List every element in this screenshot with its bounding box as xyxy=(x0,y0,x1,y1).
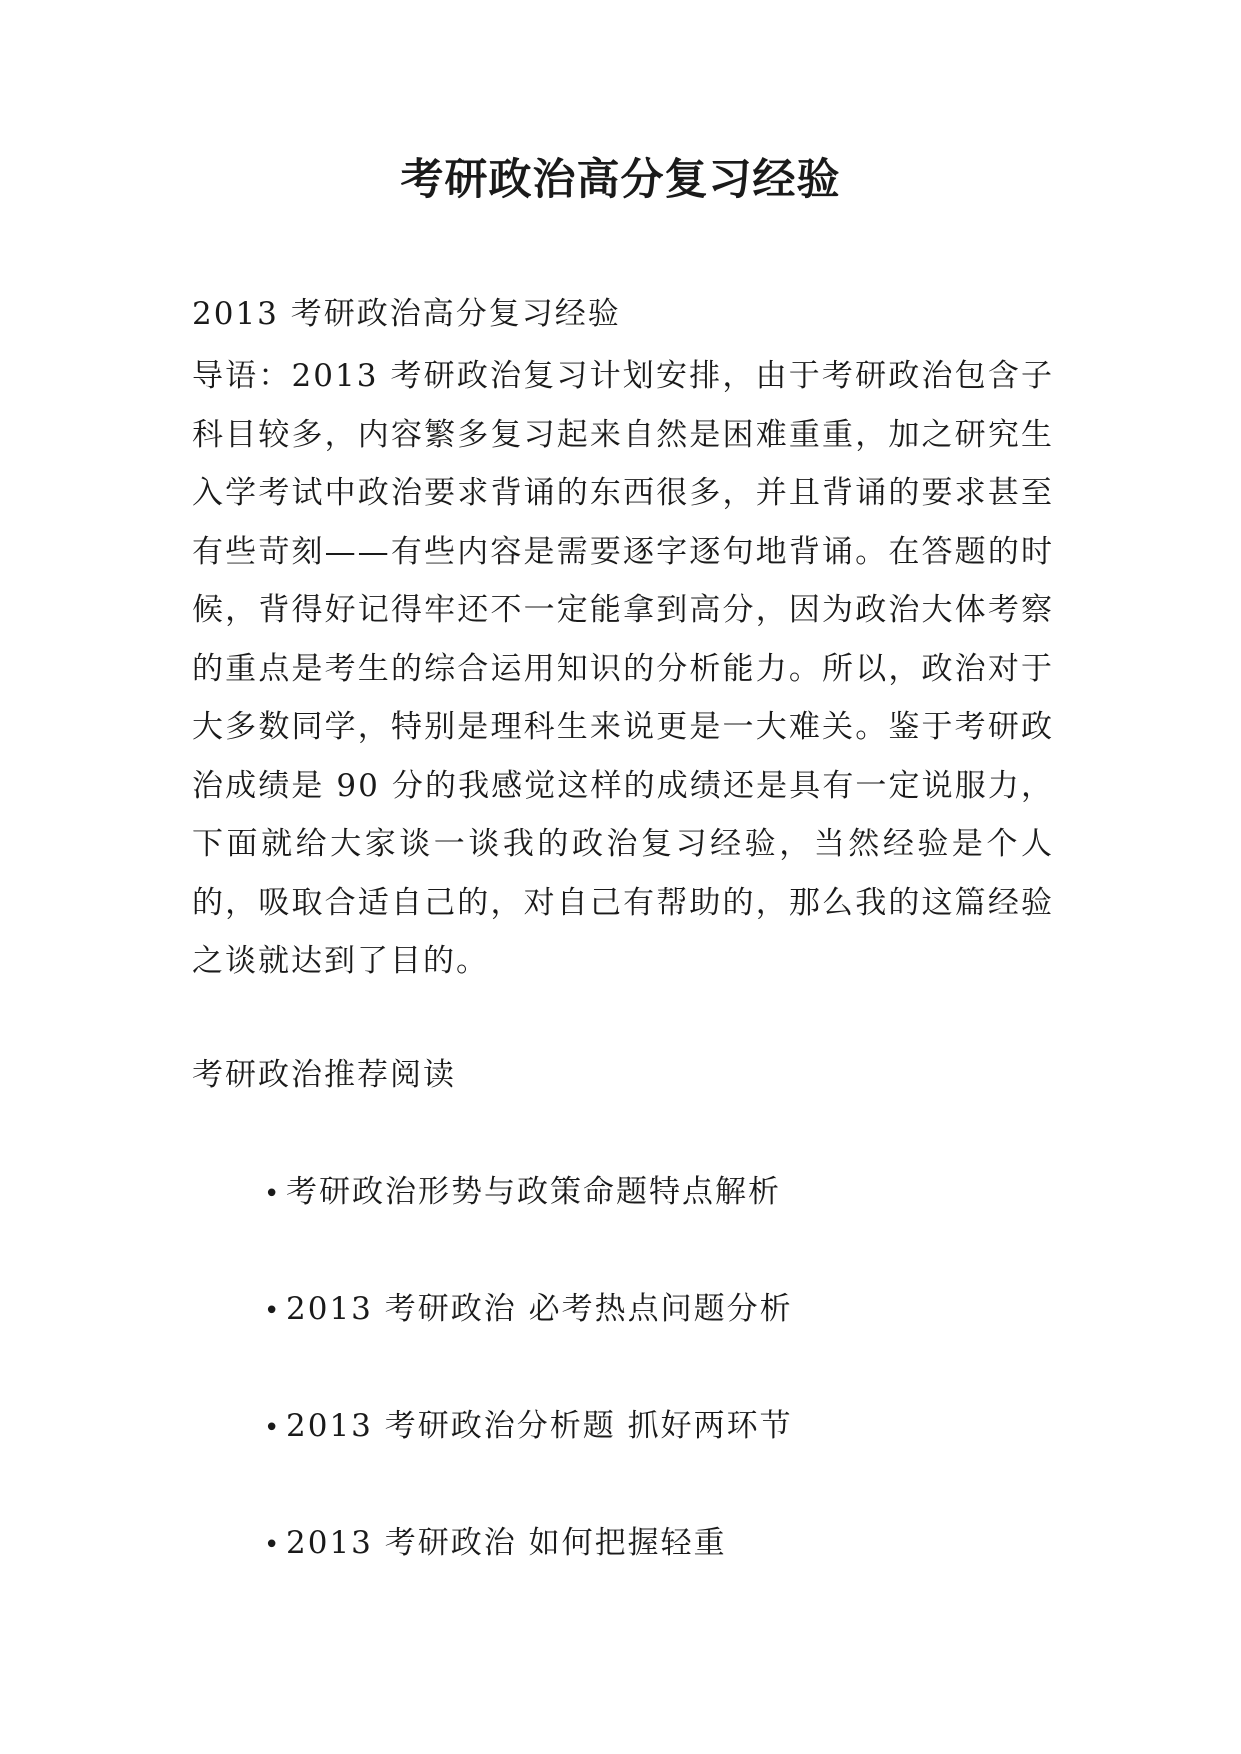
recommended-reading-heading: 考研政治推荐阅读 xyxy=(192,1057,456,1093)
bullet-icon: • xyxy=(264,1296,282,1326)
reading-item-label: 2013 考研政治 如何把握轻重 xyxy=(286,1525,727,1561)
bullet-icon: • xyxy=(264,1413,282,1443)
bullet-icon: • xyxy=(264,1179,282,1209)
reading-item xyxy=(264,1287,793,1404)
intro-paragraph: 导语：2013 考研政治复习计划安排，由于考研政治包含子科目较多，内容繁多复习起来自然是困难重重，加之研究生入学考试中政治要求背诵的东西很多，并且背诵的要求甚至有些苛刻——有些内容是需要逐字逐句地背诵。在答题的时候，背得好记得牢还不一定能拿到高分，因为政治大体考察的重点是考生的综合运用知识的分析能力。所以，政治对于大多数同学，特别是理科生来说更是一大难关。鉴于考研政治成绩是 90 分的我感觉这样的成绩还是具有一定说服力，下面就给大家谈一谈我的政治复习经验，当然经验是个人的，吸取合适自己的，对自己有帮助的，那么我的这篇经验之谈就达到了目的。 xyxy=(192,358,1054,979)
reading-item xyxy=(264,1521,793,1638)
recommended-reading-list xyxy=(264,1170,793,1638)
reading-item-label: 考研政治形势与政策命题特点解析 xyxy=(286,1174,781,1210)
reading-item-label: 2013 考研政治 必考热点问题分析 xyxy=(286,1291,793,1327)
document-subtitle: 2013 考研政治高分复习经验 xyxy=(192,296,621,332)
document-title: 考研政治高分复习经验 xyxy=(400,155,841,205)
bullet-icon: • xyxy=(264,1530,282,1560)
reading-item xyxy=(264,1404,793,1521)
reading-item-label: 2013 考研政治分析题 抓好两环节 xyxy=(286,1408,793,1444)
reading-item xyxy=(264,1170,793,1287)
